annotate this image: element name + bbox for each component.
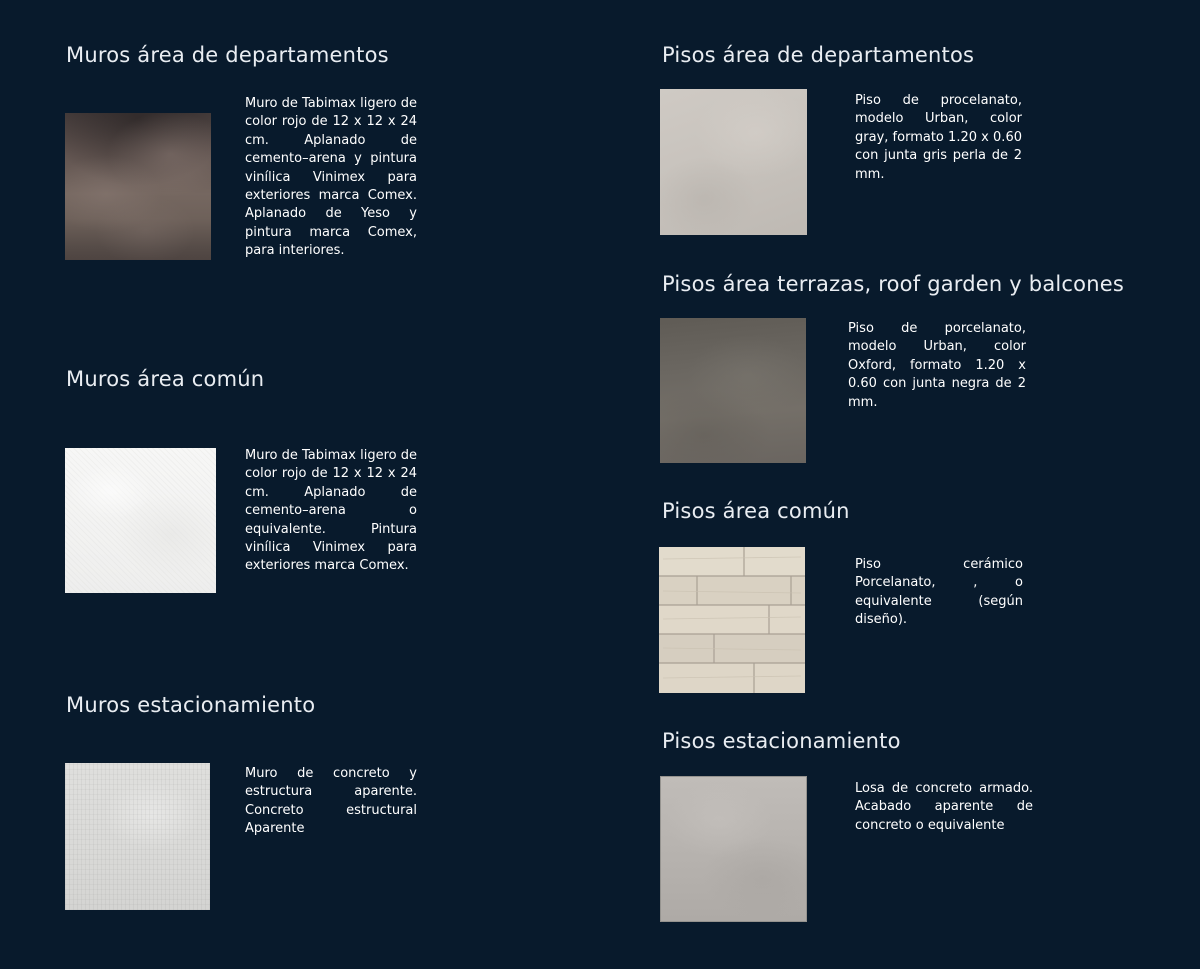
section-description: Piso de porcelanato, modelo Urban, color Oxford, formato 1.20 x 0.60 con junta negra de 2 mm. [848,321,1026,410]
section-description: Muro de concreto y estructura aparente. Concreto estructural Aparente [245,766,417,837]
section-title: Muros estacionamiento [66,693,316,717]
section-description: Piso cerámico Porcelanato, , o equivalente (según diseño). [855,557,1023,628]
section-pisos-estacionamiento [662,728,1132,943]
section-title: Muros área común [66,367,265,391]
material-swatch-photo [65,763,210,910]
section-title: Pisos área terrazas, roof garden y balcones [662,272,1124,296]
section-muros-area-comun [66,366,426,606]
section-muros-estacionamiento [66,692,426,922]
section-title: Pisos área común [662,499,850,523]
section-pisos-area-departamentos [662,42,1132,252]
section-title: Pisos estacionamiento [662,729,901,753]
material-swatch-photo [659,547,805,693]
section-pisos-terrazas-roof-garden-balcones [662,271,1162,481]
material-swatch-photo [660,89,807,235]
section-description: Muro de Tabimax ligero de color rojo de 12 x 12 x 24 cm. Aplanado de cemento–arena o equivalente. Pintura vinílica Vinimex para exteriores marca Comex. [245,448,417,574]
section-muros-area-departamentos [66,42,426,272]
section-title: Pisos área de departamentos [662,43,975,67]
material-swatch-photo [65,113,211,260]
section-pisos-area-comun [662,498,1132,713]
section-description: Piso de procelanato, modelo Urban, color gray, formato 1.20 x 0.60 con junta gris perla de 2 mm. [855,93,1022,182]
material-swatch-photo [660,776,807,922]
section-title: Muros área de departamentos [66,43,389,67]
wood-plank-tile-graphic [659,547,805,693]
material-swatch-photo [660,318,806,463]
section-description: Losa de concreto armado. Acabado aparente de concreto o equivalente [855,781,1033,833]
material-swatch-photo [65,448,216,593]
section-description: Muro de Tabimax ligero de color rojo de 12 x 12 x 24 cm. Aplanado de cemento–arena y pintura vinílica Vinimex para exteriores marca Comex. Aplanado de Yeso y pintura marca Comex, para interiores. [245,96,417,259]
